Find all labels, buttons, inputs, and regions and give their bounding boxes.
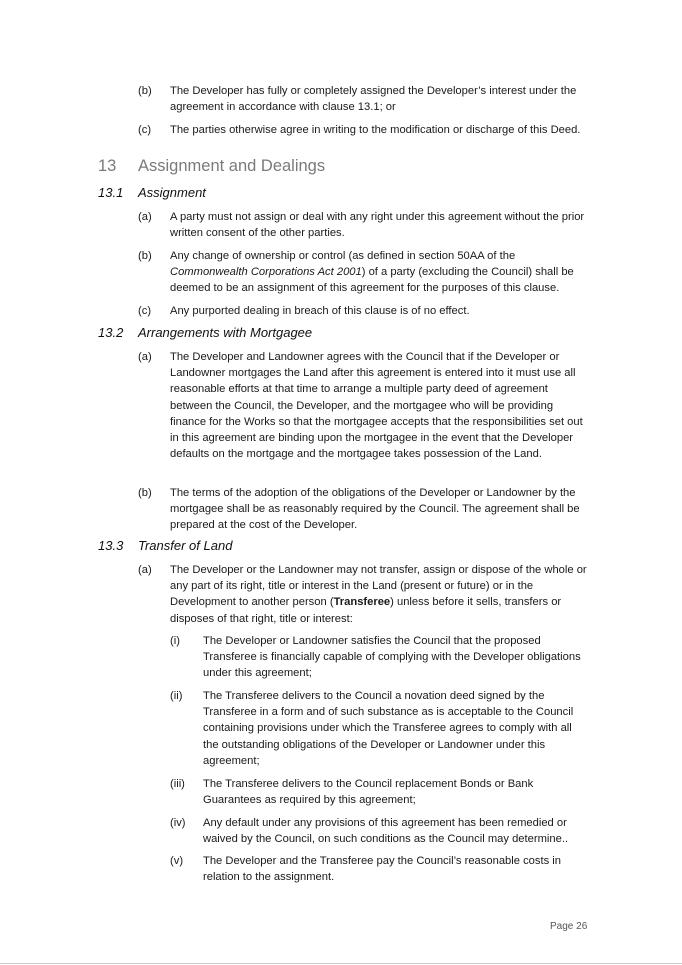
item-text [170,562,590,627]
item-label: (b) [138,85,152,97]
subsection-title: Arrangements with Mortgagee [138,325,313,340]
item-label: (a) [138,564,152,576]
item-text: A party must not assign or deal with any right under this agreement without the prior written consent of the other parties. [170,211,585,240]
act-name: Commonwealth Corporations Act 2001 [170,266,362,279]
item-text: The parties otherwise agree in writing to the modification or discharge of this Deed. [170,124,581,136]
subsection-heading [98,325,312,340]
subitem-label: (iii) [170,778,185,790]
item-label: (c) [138,124,152,136]
item-text: The Developer has fully or completely assigned the Developer’s interest under the agreement in accordance with clause 13.1; or [170,85,577,114]
subsection-number: 13.3 [98,538,124,553]
item-text: The Developer and Landowner agrees with the Council that if the Developer or Landowner mortgages the Land after this agreement is entered into it must use all reasonable efforts at that time to arrange a multiple party deed of agreement between the Council, the Developer, and the mortgagee who will be providing finance for the Works so that the mortgagee accepts that the responsibilities set out in this agreement are binding upon the mortgagee in the event that the Developer defaults on the mortgage and the mortgagee takes possession of the Land. [170,351,583,461]
page-number: Page 26 [550,921,588,932]
subsection-heading [98,538,232,553]
section-title: Assignment and Dealings [138,157,326,175]
subitem-label: (iv) [170,817,186,829]
subitem-text: The Transferee delivers to the Council replacement Bonds or Bank Guarantees as required by this agreement; [203,778,534,807]
subsection-number: 13.2 [98,325,124,340]
subitem-label: (v) [170,855,184,867]
subitem-label: (ii) [170,690,183,702]
item-label: (b) [138,487,152,499]
item-label: (c) [138,305,152,317]
subitem-text: The Developer and the Transferee pay the Council’s reasonable costs in relation to the assignment. [203,855,562,884]
item-text-part: ) of a party (excluding the Council) shall be deemed to be an assignment of this agreement for the purposes of this clause. [170,266,574,295]
item-text-part: ) unless before it sells, transfers or disposes of that right, title or interest: [170,596,562,625]
subsection-number: 13.1 [98,185,124,200]
defined-term: Transferee [333,596,391,609]
subitem-label: (i) [170,635,180,647]
subsection-title: Transfer of Land [138,538,233,553]
subsection-heading [98,185,206,200]
item-label: (a) [138,351,152,363]
item-text: Any purported dealing in breach of this clause is of no effect. [170,305,470,317]
item-text [170,248,590,297]
item-label: (b) [138,250,152,262]
item-label: (a) [138,211,152,223]
section-heading [98,157,325,176]
item-text-part: The Developer or the Landowner may not transfer, assign or dispose of the whole or any part of its right, title or interest in the Land (present or future) or in the Development to another person ( [170,564,587,609]
subitem-text: Any default under any provisions of this agreement has been remedied or waived by the Council, on such conditions as the Council may determine.. [203,817,569,846]
page-bottom-divider [0,963,682,964]
item-text: The terms of the adoption of the obligations of the Developer or Landowner by the mortgagee shall be as reasonably required by the Council. The agreement shall be prepared at the cost of the Developer. [170,487,580,532]
subitem-text: The Developer or Landowner satisfies the Council that the proposed Transferee is financially capable of complying with the Developer obligations under this agreement; [203,635,581,680]
section-number: 13 [98,157,117,175]
subsection-title: Assignment [138,185,206,200]
subitem-text: The Transferee delivers to the Council a novation deed signed by the Transferee in a form and of such substance as is acceptable to the Council containing provisions under which the Transferee agrees to comply with all the outstanding obligations of the Developer or Landowner under this agreement; [203,690,574,767]
item-text-part: Any change of ownership or control (as defined in section 50AA of the [170,250,516,262]
